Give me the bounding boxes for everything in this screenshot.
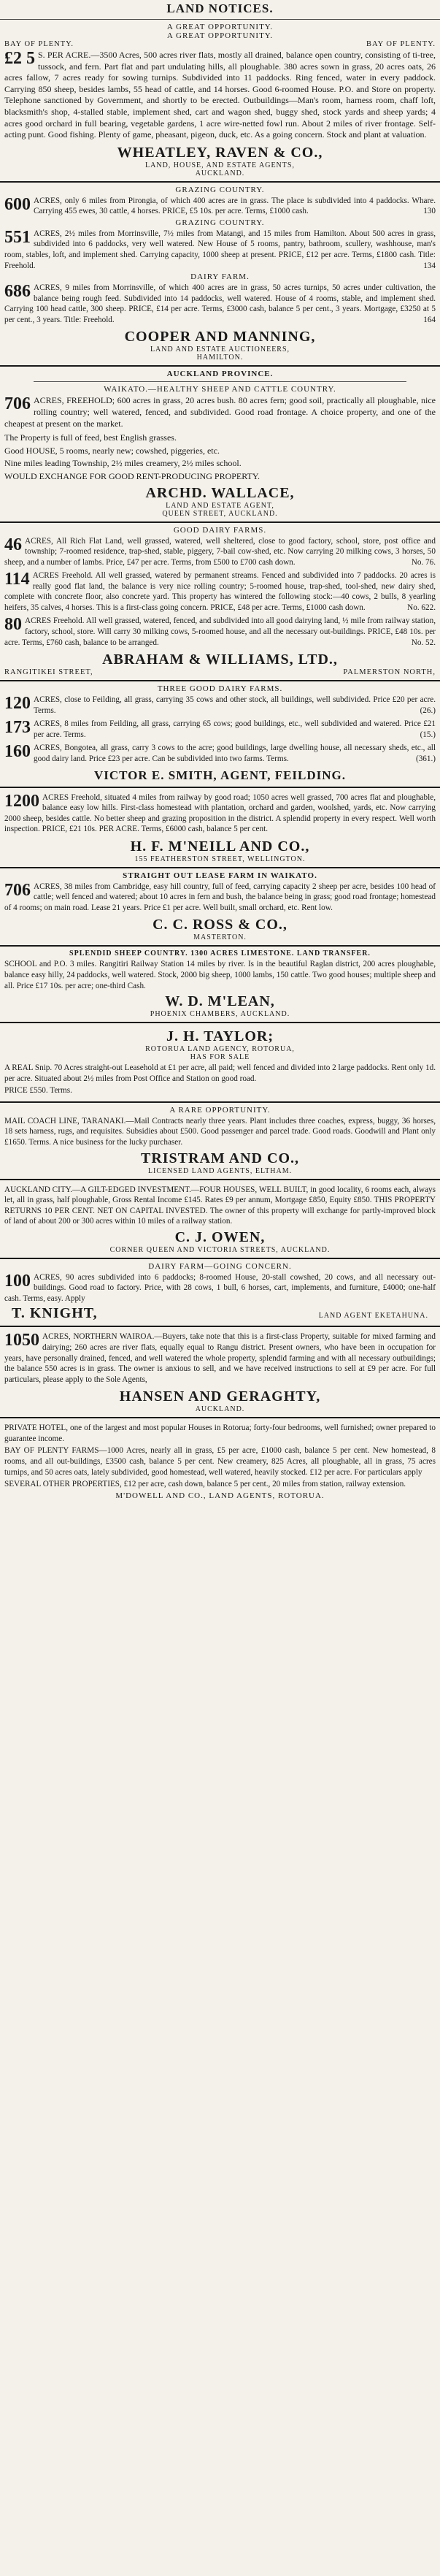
ref-no: (15.) bbox=[420, 730, 436, 739]
listing-text: PRIVATE HOTEL, one of the largest and most popular Houses in Rotorua; forty-four bedrooms, well furnished; owner prepared to guarantee income. bbox=[4, 1423, 436, 1443]
firm-name: C. J. OWEN, bbox=[174, 1228, 266, 1245]
ad-body bbox=[4, 50, 436, 141]
firm-sub: LICENSED LAND AGENTS, ELTHAM. bbox=[147, 1166, 293, 1175]
firm-sub: 155 FEATHERSTON STREET, WELLINGTON. bbox=[134, 855, 306, 863]
listing bbox=[4, 395, 436, 429]
section-heading: DAIRY FARM—GOING CONCERN. bbox=[148, 1261, 292, 1271]
firm-name: COOPER AND MANNING, bbox=[124, 329, 316, 345]
ad-title: A GREAT OPPORTUNITY. bbox=[166, 23, 274, 31]
address-left: RANGITIKEI STREET, bbox=[4, 668, 93, 677]
ad-mcdowell bbox=[0, 1418, 440, 1503]
firm-name: M'DOWELL AND CO., LAND AGENTS, ROTORUA. bbox=[115, 1491, 325, 1500]
firm-sub: LAND AGENT EKETAHUNA. bbox=[318, 1312, 428, 1321]
firm-name: VICTOR E. SMITH, AGENT, FEILDING. bbox=[93, 768, 347, 782]
listing-text: ACRES Freehold, situated 4 miles from railway by good road; 1050 acres well grassed, 700 acres flat and ploughable, balance easy low hills. First-class homestead with plantation, orchard and garden, woolshed, yards, etc. Now carrying 2000 sheep, besides cattle. No better sheep and grazing proposition in the district. A splendid property in every respect. Well worth inspection. PRICE, £21 10s. PER ACRE. Terms, £6000 cash, balance 5 per cent. bbox=[4, 792, 436, 834]
ad-wheatley-raven bbox=[0, 20, 440, 183]
place-left: BAY OF PLENTY. bbox=[4, 40, 74, 48]
listing-text: ACRES, 38 miles from Cambridge, easy hill country, full of feed, carrying capacity 2 sheep per acre, besides 100 head of cattle; well fenced and watered; about 10 acres in fern and bush, the balance being in grass; good road frontage; homestead of 4 rooms; on main road. Lease 21 years. Price £1 per acre. Well built, small orchard, etc. Rent low. bbox=[4, 882, 436, 912]
acre-figure: 1200 bbox=[4, 791, 39, 811]
listing bbox=[4, 570, 436, 613]
listing-text: ACRES, NORTHERN WAIROA.—Buyers, take note that this is a first-class Property, suitable for mixed farming and dairying; 260 acres are river flats, equally equal to Rangu district. Present owners, who have been in occupation for years, have personally drained, fenced, and well watered the whole property, splendid farming and with all necessary outbuildings; the balance 550 acres is in grass. The owner is anxious to sell, and we have received instructions to sell at £9 per acre. For full particulars, please apply to the Sole Agents, bbox=[4, 1332, 436, 1384]
listing-text: ACRES, All Rich Flat Land, well grassed, watered, well sheltered, close to good factory, school, store, post office and township; 7-roomed residence, trap-shed, stable, piggery, 7-bail cow-shed, etc. Now carrying 20 milking cows, 3 horses, 50 sheep, and a number of lambs. Price, £47 per acre. Terms, from £500 to £700 cash down. bbox=[4, 536, 436, 567]
ad-title: A GREAT OPPORTUNITY. bbox=[166, 31, 274, 40]
firm-name: TRISTRAM AND CO., bbox=[140, 1150, 300, 1166]
ad-ross bbox=[0, 868, 440, 947]
page-header: LAND NOTICES. bbox=[0, 0, 440, 20]
acre-figure: 80 bbox=[4, 615, 22, 635]
acre-figure: 173 bbox=[4, 718, 31, 738]
listing-line: Good HOUSE, 5 rooms, nearly new; cowshed, piggeries, etc. bbox=[4, 445, 220, 456]
firm-sub: LAND AND ESTATE AUCTIONEERS, bbox=[150, 345, 290, 354]
firm-name: H. F. M'NEILL AND CO., bbox=[130, 838, 310, 855]
listing-text: ACRES, 9 miles from Morrinsville, of which 400 acres are in grass, 50 acres turnips, 50 acres under cultivation, the balance being rough feed. Subdivided into 14 paddocks, well watered. House of 4 rooms, stable, and implement shed. Carrying 100 head cattle, 300 sheep. PRICE, £14 per acre. Terms, £3000 cash, balance 5 per cent., 3 years. Mortgage, £3250 at 5 per cent., 3 years. Title: Freehold. bbox=[4, 283, 436, 324]
acre-figure: 120 bbox=[4, 694, 31, 714]
ad-taylor bbox=[0, 1023, 440, 1103]
listing-text: AUCKLAND CITY.—A GILT-EDGED INVESTMENT.—FOUR HOUSES, WELL BUILT, in good locality, 6 rooms each, always let, all in grass, half ploughable, Gross Rental Income £145. Rates £9 per annum, Mortgage £850, Equity £850. THIS PROPERTY RETURNS 10 PER CENT. NET ON CAPITAL INVESTED. The owner of this property will exchange for partly-improved block of land of about 200 or 300 acres within 10 miles of a railway station. bbox=[4, 1185, 436, 1226]
section-heading: GRAZING COUNTRY. bbox=[175, 185, 265, 194]
listing bbox=[4, 196, 436, 217]
listing-text: ACRES Freehold. All well grassed, watered by permanent streams. Fenced and subdivided into 7 paddocks. 20 acres is really good flat land, the balance is very nice rolling country; 5-roomed house, trap-shed, tool-shed, new dairy shed, complete with concrete floor, also concrete yard. This property has wintered the following stock:—40 cows, 2 bulls, 8 yearling heifers, 35 calves, 4 horses. This is a first-class going concern. PRICE, £48 per acre. Terms, £1000 cash down. bbox=[4, 571, 436, 612]
listing-text: ACRES, 2½ miles from Morrinsville, 7½ miles from Matangi, and 15 miles from Hamilton. About 500 acres in grass, subdivided into 6 paddocks, very well watered. New House of 5 rooms, pantry, bathroom, scullery, washhouse, man's room, stables, loft, and implement shed. Carrying capacity, 1000 sheep at present. PRICE, £12 per acre. Terms, £1800 cash. Title: Freehold. bbox=[4, 229, 436, 270]
firm-name: ARCHD. WALLACE, bbox=[145, 484, 295, 501]
listing bbox=[4, 229, 436, 271]
listing bbox=[4, 1331, 436, 1385]
firm-name: J. H. TAYLOR; bbox=[166, 1028, 274, 1045]
firm-sub: LAND, HOUSE, AND ESTATE AGENTS, bbox=[145, 161, 295, 169]
listing-text: BAY OF PLENTY FARMS—1000 Acres, nearly all in grass, £5 per acre, £1000 cash, balance 5 per cent. New homestead, 8 rooms, and all out-buildings, £3500 cash, balance 5 per cent. New creamery, 825 Acres, all ploughable, all in grass, 75 acres turnips, and 50 acres oats, lately subdivided, good homestead, well watered, heavily stocked. £12 per acre. For particulars apply bbox=[4, 1446, 436, 1477]
section-heading: SPLENDID SHEEP COUNTRY. 1300 ACRES LIMESTONE. LAND TRANSFER. bbox=[69, 949, 371, 958]
firm-name: WHEATLEY, RAVEN & CO., bbox=[117, 144, 323, 161]
acre-figure: 1050 bbox=[4, 1331, 39, 1350]
acre-figure: 160 bbox=[4, 742, 31, 762]
listing-text: SEVERAL OTHER PROPERTIES, £12 per acre, cash down, balance 5 per cent., 20 miles from station, railway extension. bbox=[4, 1480, 406, 1489]
listing-text: MAIL COACH LINE, TARANAKI.—Mail Contracts nearly three years. Plant includes three coaches, express, buggy, 36 horses, 18 sets harness, rugs, and requisites. Subsidies about £500. Good passenger and parcel trade. Good roads. Goodwill and Plant only £1650. Terms. A nice business for the lucky purchaser. bbox=[4, 1116, 436, 1147]
listing bbox=[4, 1272, 436, 1304]
divider bbox=[34, 381, 406, 382]
listing-text: ACRES, close to Feilding, all grass, carrying 35 cows and other stock, all buildings, well subdivided. Price £20 per acre. Terms. bbox=[34, 695, 436, 715]
ad-text: S. PER ACRE.—3500 Acres, 500 acres river flats, mostly all drained, balance open country, consisting of ti-tree, tussock, and fern. Part flat and part undulating hills, all ploughable. 380 acres sown in grass, 20 acres oats, 26 acres fallow, 7 acres ready for sowing turnips. Subdivided into 11 paddocks. Ring fenced, water in every paddock. Carrying 850 sheep, besides lambs, 55 head of cattle, and 14 horses. Good 6-roomed House. P.O. and Store on property. Telephone sanctioned by Government, and shortly to be erected. Outbuildings—Man's room, harness room, chaff loft, blacksmith's shop, 4-stalled stable, implement shed, cart and wagon shed, buggy shed, stock yards and sheep yards; 4 acres good orchard in full bearing, vegetable gardens, 1 acre wire-netted fowl run. About 2 miles of river frontage. Self-acting punt. Good fishing. Plenty of game, pheasant, pigeon, duck, etc. As a going concern. Stock and plant at valuation. bbox=[4, 50, 436, 140]
address-right: PALMERSTON NORTH, bbox=[343, 668, 436, 677]
acre-figure: 100 bbox=[4, 1271, 31, 1291]
section-heading: STRAIGHT OUT LEASE FARM IN WAIKATO. bbox=[123, 871, 317, 880]
ad-hansen-geraghty bbox=[0, 1327, 440, 1418]
firm-sub: ROTORUA LAND AGENCY, ROTORUA, bbox=[145, 1045, 295, 1054]
listing bbox=[4, 695, 436, 716]
firm-name: W. D. M'LEAN, bbox=[165, 993, 275, 1010]
ref-no: 134 bbox=[423, 261, 436, 270]
ref-no: (361.) bbox=[415, 754, 436, 763]
ad-victor-smith bbox=[0, 681, 440, 787]
ad-cooper-manning bbox=[0, 183, 440, 367]
price-figure: £2 5 bbox=[4, 49, 35, 68]
ref-no: No. 76. bbox=[411, 557, 436, 567]
section-heading: WAIKATO.—HEALTHY SHEEP AND CATTLE COUNTRY. bbox=[104, 385, 336, 394]
section-heading: A RARE OPPORTUNITY. bbox=[169, 1105, 271, 1115]
acre-figure: 600 bbox=[4, 194, 31, 214]
acre-figure: 551 bbox=[4, 227, 31, 247]
firm-name: ABRAHAM & WILLIAMS, LTD., bbox=[102, 651, 338, 668]
listing-text: SCHOOL and P.O. 3 miles. Rangitiri Railway Station 14 miles by river. Is in the beautiful Raglan district, 200 acres ploughable, balance easy hilly, 24 paddocks, well watered. Stock, 2000 big sheep, 1000 lambs, 150 cattle. Two good houses; multiple sheep and all. Price £17 10s. per acre; one-third Cash. bbox=[4, 960, 436, 990]
firm-sub: AUCKLAND. bbox=[195, 169, 245, 177]
firm-sub: HAMILTON. bbox=[196, 353, 244, 362]
section-heading: GOOD DAIRY FARMS. bbox=[173, 525, 267, 535]
ref-no: (26.) bbox=[420, 706, 436, 715]
listing bbox=[4, 536, 436, 568]
firm-sub: LAND AND ESTATE AGENT, bbox=[166, 501, 274, 510]
firm-name: HANSEN AND GERAGHTY, bbox=[119, 1388, 321, 1405]
acre-figure: 706 bbox=[4, 394, 31, 414]
section-heading: THREE GOOD DAIRY FARMS. bbox=[157, 684, 283, 694]
ad-archd-wallace bbox=[0, 367, 440, 522]
listing bbox=[4, 792, 436, 835]
listing-line: The Property is full of feed, best English grasses. bbox=[4, 432, 177, 443]
place-row bbox=[4, 40, 436, 48]
ref-no: 164 bbox=[423, 315, 436, 324]
listing bbox=[4, 283, 436, 325]
ref-no: No. 622. bbox=[407, 603, 436, 612]
acre-figure: 114 bbox=[4, 570, 30, 589]
firm-sub: QUEEN STREET, AUCKLAND. bbox=[162, 509, 278, 518]
section-heading: GRAZING COUNTRY. bbox=[175, 218, 265, 227]
listing-text: ACRES, Bongotea, all grass, carry 3 cows to the acre; good buildings, large dwelling house, all necessary sheds, etc., all good dairy land. Price £23 per acre. Can be subdivided into two farms. Terms. bbox=[34, 744, 436, 763]
listing-line: WOULD EXCHANGE FOR GOOD RENT-PRODUCING PROPERTY. bbox=[4, 470, 260, 481]
ad-mclean bbox=[0, 947, 440, 1023]
acre-figure: 686 bbox=[4, 282, 31, 302]
firm-sub: AUCKLAND. bbox=[195, 1405, 245, 1414]
ad-knight bbox=[0, 1259, 440, 1328]
section-heading: AUCKLAND PROVINCE. bbox=[166, 370, 274, 379]
address-row bbox=[4, 668, 436, 676]
place-right: BAY OF PLENTY. bbox=[366, 40, 436, 48]
firm-sub: HAS FOR SALE bbox=[190, 1053, 250, 1062]
firm-sub: PHOENIX CHAMBERS, AUCKLAND. bbox=[150, 1010, 290, 1019]
listing-text: ACRES, 90 acres subdivided into 6 paddocks; 8-roomed House, 20-stall cowshed, 20 cows, and all necessary out-buildings. Good road to factory. Price, with 28 cows, 1 bull, 6 horses, cart, implements, and furniture, £4000; one-half cash. Terms, easy. Apply bbox=[4, 1272, 436, 1303]
ref-no: No. 52. bbox=[411, 638, 436, 647]
ad-mcneill bbox=[0, 788, 440, 868]
firm-name: T. KNIGHT, bbox=[12, 1305, 98, 1322]
listing-text: A REAL Snip. 70 Acres straight-out Leasehold at £1 per acre, all paid; well fenced and divided into 2 large paddocks. Rent only 1d. per acre. Situated about 2½ miles from Post Office and Station on good road. bbox=[4, 1063, 436, 1083]
acre-figure: 706 bbox=[4, 880, 31, 900]
ad-tristram bbox=[0, 1103, 440, 1180]
listing-text: ACRES Freehold. All well grassed, watered, fenced, and subdivided into all good dairying land, ½ mile from railway station, factory, school, store. Will carry 30 milking cows, 5-roomed house, and all the necessary out-buildings. PRICE, £48 10s. per acre. Terms, £760 cash, balance to be arranged. bbox=[4, 616, 436, 647]
ref-no: 130 bbox=[423, 207, 436, 216]
listing-text: ACRES, 8 miles from Feilding, all grass, carrying 65 cows; good buildings, etc., well subdivided and watered. Price £21 per acre. Terms. bbox=[34, 719, 436, 739]
firm-sub: MASTERTON. bbox=[193, 933, 247, 942]
firm-row bbox=[4, 1305, 436, 1322]
listing-text: ACRES, only 6 miles from Pirongia, of which 400 acres are in grass. The place is subdivided into 4 paddocks. Whare. Carrying 455 ewes, 30 cattle, 4 horses. PRICE, £5 10s. per acre. Terms, £1000 cash. bbox=[34, 196, 436, 216]
ad-abraham-williams bbox=[0, 523, 440, 682]
ad-owen bbox=[0, 1180, 440, 1259]
listing bbox=[4, 616, 436, 648]
listing bbox=[4, 882, 436, 914]
listing-price: PRICE £550. Terms. bbox=[4, 1086, 72, 1096]
acre-figure: 46 bbox=[4, 535, 22, 554]
listing-line: Nine miles leading Township, 2½ miles creamery, 2½ miles school. bbox=[4, 458, 242, 469]
listing bbox=[4, 719, 436, 740]
firm-name: C. C. ROSS & CO., bbox=[153, 917, 287, 933]
listing bbox=[4, 743, 436, 764]
section-heading: DAIRY FARM. bbox=[190, 272, 250, 282]
listing-text: ACRES, FREEHOLD; 600 acres in grass, 20 acres bush. 80 acres fern; good soil, practically all ploughable, nice rolling country; well watered, fenced, and subdivided. Good road frontage. A choice property, and one of the cheapest at present on the market. bbox=[4, 395, 436, 429]
firm-sub: CORNER QUEEN AND VICTORIA STREETS, AUCKLAND. bbox=[109, 1245, 331, 1254]
